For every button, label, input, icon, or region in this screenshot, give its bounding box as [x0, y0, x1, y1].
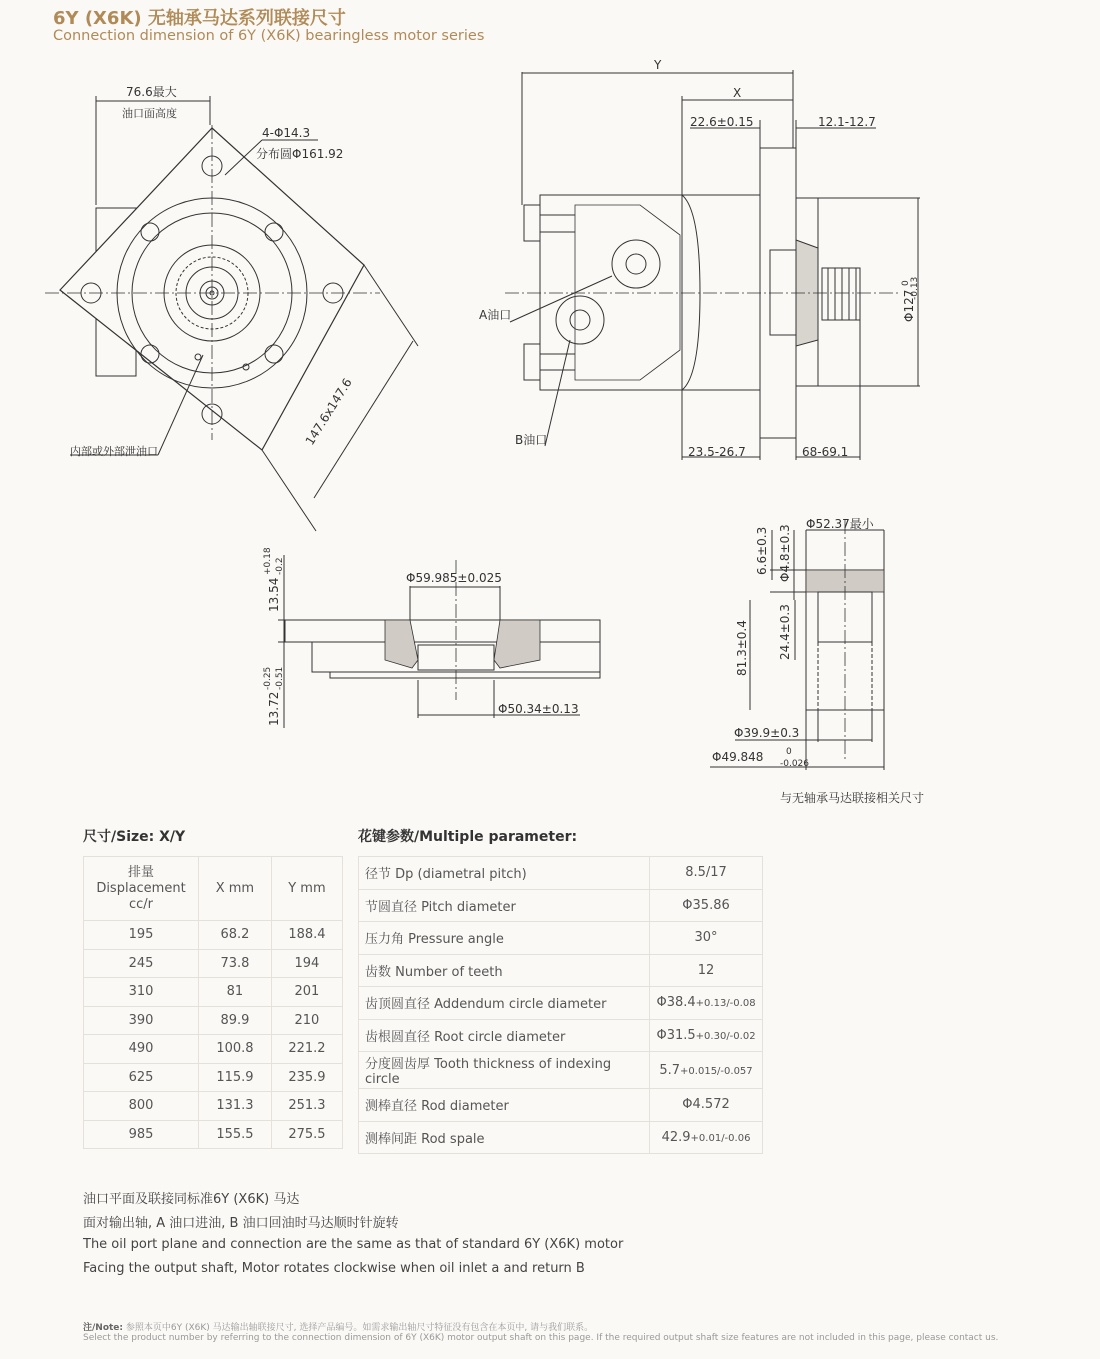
table-row — [359, 922, 763, 955]
size-table-header-cell: X mm — [199, 857, 272, 921]
parameter-value-cell — [650, 987, 763, 1020]
svg-text:147.6x147.6: 147.6x147.6 — [302, 375, 355, 448]
parameter-value-cell — [650, 889, 763, 922]
size-table — [83, 856, 343, 1149]
parameter-value: 30° — [694, 930, 718, 946]
svg-text:68-69.1: 68-69.1 — [802, 445, 849, 459]
size-table-header-cell: 排量 Displacement cc/r — [84, 857, 199, 921]
svg-text:81.3±0.4: 81.3±0.4 — [735, 620, 749, 676]
parameter-name: 齿根圆直径 Root circle diameter — [359, 1019, 650, 1052]
svg-text:Φ59.985±0.025: Φ59.985±0.025 — [406, 571, 502, 585]
page-title-cn: 6Y (X6K) 无轴承马达系列联接尺寸 — [53, 8, 346, 29]
parameter-name: 节圆直径 Pitch diameter — [359, 889, 650, 922]
parameter-name: 压力角 Pressure angle — [359, 922, 650, 955]
svg-text:Φ4.8±0.3: Φ4.8±0.3 — [778, 524, 792, 582]
note-cn — [83, 1320, 593, 1333]
table-cell: 310 — [84, 978, 199, 1007]
svg-text:Φ49.848: Φ49.848 — [712, 750, 764, 764]
parameter-value-cell — [650, 857, 763, 890]
parameter-tolerance: +0.015/-0.057 — [680, 1065, 753, 1077]
table-row — [359, 987, 763, 1020]
svg-text:与无轴承马达联接相关尺寸: 与无轴承马达联接相关尺寸 — [780, 791, 925, 805]
svg-text:-0.026: -0.026 — [780, 759, 810, 769]
svg-text:X: X — [733, 86, 742, 100]
parameter-tolerance: +0.13/-0.08 — [695, 998, 756, 1010]
table-row — [84, 1092, 343, 1121]
svg-text:-0.51: -0.51 — [275, 666, 285, 690]
svg-text:13.72: 13.72 — [267, 691, 281, 726]
table-cell: 81 — [199, 978, 272, 1007]
svg-text:Φ127: Φ127 — [902, 289, 916, 322]
svg-text:内部或外部泄油口: 内部或外部泄油口 — [70, 445, 158, 458]
parameter-value: 42.9 — [661, 1129, 691, 1145]
svg-text:76.6最大: 76.6最大 — [126, 85, 177, 99]
table-cell: 625 — [84, 1063, 199, 1092]
table-cell: 490 — [84, 1035, 199, 1064]
table-cell: 131.3 — [199, 1092, 272, 1121]
parameter-value: Φ31.5 — [656, 1027, 696, 1043]
parameter-value-cell — [650, 1052, 763, 1089]
svg-text:+0.18: +0.18 — [263, 547, 273, 575]
table-cell: 390 — [84, 1006, 199, 1035]
svg-text:-0.13: -0.13 — [910, 276, 920, 300]
svg-text:Φ52.37最小: Φ52.37最小 — [806, 517, 874, 531]
svg-text:0: 0 — [786, 747, 792, 757]
table-row — [84, 921, 343, 950]
parameter-value-cell — [650, 1121, 763, 1154]
param-table-title: 花键参数/Multiple parameter: — [358, 829, 578, 845]
svg-text:12.1-12.7: 12.1-12.7 — [818, 115, 876, 129]
table-row — [359, 1089, 763, 1122]
table-row — [84, 949, 343, 978]
size-table-header-cell: Y mm — [271, 857, 342, 921]
svg-text:-0.2: -0.2 — [275, 557, 285, 575]
parameter-value: 5.7 — [659, 1062, 681, 1078]
svg-text:13.54: 13.54 — [267, 577, 281, 612]
note-en: Select the product number by referring to the connection dimension of 6Y (X6K) motor output shaft on this page. If the required output shaft size features are not included in this page, please contact us. — [83, 1333, 999, 1343]
note-cn-text: 参照本页中6Y (X6K) 马达输出轴联接尺寸, 选择产品编号。如需求输出轴尺寸特征没有包含在本页中, 请与我们联系。 — [125, 1323, 594, 1333]
table-cell: 201 — [271, 978, 342, 1007]
svg-text:4-Φ14.3: 4-Φ14.3 — [262, 126, 311, 140]
parameter-name: 齿顶圆直径 Addendum circle diameter — [359, 987, 650, 1020]
svg-text:Y: Y — [654, 58, 662, 72]
table-row — [359, 1019, 763, 1052]
parameter-tolerance: +0.01/-0.06 — [690, 1132, 751, 1144]
parameter-name: 测棒间距 Rod spale — [359, 1121, 650, 1154]
table-cell: 221.2 — [271, 1035, 342, 1064]
svg-text:油口面高度: 油口面高度 — [122, 107, 177, 120]
note-label: 注/Note: — [83, 1323, 124, 1333]
table-cell: 194 — [271, 949, 342, 978]
description-line-2: 面对输出轴, A 油口进油, B 油口回油时马达顺时针旋转 — [83, 1216, 399, 1231]
parameter-value-cell — [650, 1089, 763, 1122]
parameter-name: 测棒直径 Rod diameter — [359, 1089, 650, 1122]
parameter-name: 齿数 Number of teeth — [359, 954, 650, 987]
table-cell: 245 — [84, 949, 199, 978]
table-row — [359, 1052, 763, 1089]
table-cell: 195 — [84, 921, 199, 950]
table-row — [84, 1063, 343, 1092]
parameter-value: Φ38.4 — [656, 995, 696, 1011]
parameter-value-cell — [650, 954, 763, 987]
table-cell: 188.4 — [271, 921, 342, 950]
table-cell: 985 — [84, 1120, 199, 1149]
svg-text:23.5-26.7: 23.5-26.7 — [688, 445, 746, 459]
parameter-value-cell — [650, 1019, 763, 1052]
size-table-header — [84, 857, 343, 921]
table-row — [359, 954, 763, 987]
parameter-table — [358, 856, 763, 1154]
parameter-value-cell — [650, 922, 763, 955]
table-row — [359, 857, 763, 890]
table-cell: 251.3 — [271, 1092, 342, 1121]
parameter-name: 分度圆齿厚 Tooth thickness of indexing circle — [359, 1052, 650, 1089]
table-row — [359, 889, 763, 922]
table-row — [84, 1035, 343, 1064]
description-line-1: 油口平面及联接同标准6Y (X6K) 马达 — [83, 1192, 300, 1207]
parameter-value: 8.5/17 — [685, 865, 727, 881]
svg-text:24.4±0.3: 24.4±0.3 — [778, 604, 792, 660]
svg-text:22.6±0.15: 22.6±0.15 — [690, 115, 754, 129]
table-row — [84, 1120, 343, 1149]
table-cell: 115.9 — [199, 1063, 272, 1092]
svg-text:0: 0 — [901, 280, 911, 286]
table-row — [359, 1121, 763, 1154]
table-cell: 89.9 — [199, 1006, 272, 1035]
svg-text:A油口: A油口 — [479, 308, 512, 322]
description-line-4: Facing the output shaft, Motor rotates clockwise when oil inlet a and return B — [83, 1261, 585, 1276]
table-cell: 235.9 — [271, 1063, 342, 1092]
table-row — [84, 978, 343, 1007]
parameter-value: 12 — [697, 962, 715, 978]
parameter-value: Φ4.572 — [682, 1097, 730, 1113]
svg-text:-0.25: -0.25 — [263, 666, 273, 690]
table-cell: 100.8 — [199, 1035, 272, 1064]
svg-text:Φ39.9±0.3: Φ39.9±0.3 — [734, 726, 800, 740]
table-row — [84, 1006, 343, 1035]
size-table-title: 尺寸/Size: X/Y — [83, 829, 186, 845]
table-cell: 800 — [84, 1092, 199, 1121]
table-cell: 155.5 — [199, 1120, 272, 1149]
page-title-en: Connection dimension of 6Y (X6K) bearingless motor series — [53, 28, 485, 44]
svg-text:6.6±0.3: 6.6±0.3 — [755, 526, 769, 575]
table-cell: 68.2 — [199, 921, 272, 950]
table-cell: 275.5 — [271, 1120, 342, 1149]
svg-text:分布圆Φ161.92: 分布圆Φ161.92 — [256, 147, 344, 161]
parameter-value: Φ35.86 — [682, 897, 730, 913]
parameter-name: 径节 Dp (diametral pitch) — [359, 857, 650, 890]
description-line-3: The oil port plane and connection are the same as that of standard 6Y (X6K) motor — [83, 1237, 624, 1252]
parameter-tolerance: +0.30/-0.02 — [695, 1030, 756, 1042]
svg-text:Φ50.34±0.13: Φ50.34±0.13 — [498, 702, 579, 716]
front-view — [45, 96, 418, 531]
table-cell: 210 — [271, 1006, 342, 1035]
table-cell: 73.8 — [199, 949, 272, 978]
svg-text:B油口: B油口 — [515, 433, 548, 447]
